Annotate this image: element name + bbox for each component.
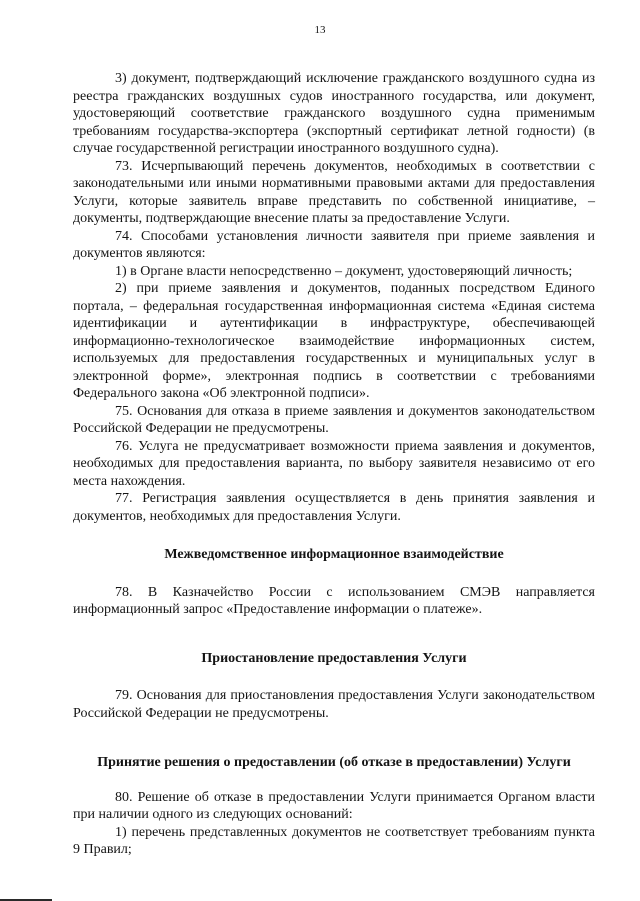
page-number: 13 bbox=[314, 24, 326, 36]
section-heading-interagency: Межведомственное информационное взаимодействие bbox=[164, 547, 504, 562]
section-heading-suspension: Приостановление предоставления Услуги bbox=[201, 650, 467, 666]
paragraph-73: 73. Исчерпывающий перечень документов, необходимых в соответствии с законодательными или иными нормативными правовыми актами для предоставления Услуги, которые заявитель вправе представить по собственной инициативе, – документы, подтверждающие внесение платы за предоставление Услуги. bbox=[73, 158, 595, 226]
paragraph-80-item-1: 1) перечень представленных документов не соответствует требованиям пункта 9 Правил; bbox=[73, 824, 595, 857]
paragraph-77: 77. Регистрация заявления осуществляется в день принятия заявления и документов, необходимых для предоставления Услуги. bbox=[73, 491, 595, 524]
page-content bbox=[73, 70, 595, 859]
paragraph-75: 75. Основания для отказа в приеме заявления и документов законодательством Российской Федерации не предусмотрены. bbox=[73, 403, 595, 436]
section-heading-decision: Принятие решения о предоставлении (об отказе в предоставлении) Услуги bbox=[97, 755, 571, 770]
paragraph-74-item-1: 1) в Органе власти непосредственно – документ, удостоверяющий личность; bbox=[115, 263, 573, 279]
paragraph-76: 76. Услуга не предусматривает возможности приема заявления и документов, необходимых для предоставления варианта, по выбору заявителя независимо от его места нахождения. bbox=[73, 438, 595, 489]
paragraph-78: 78. В Казначейство России с использованием СМЭВ направляется информационный запрос «Предоставление информации о платеже». bbox=[73, 584, 595, 617]
paragraph-79: 79. Основания для приостановления предоставления Услуги законодательством Российской Федерации не предусмотрены. bbox=[73, 688, 595, 721]
paragraph-74-item-2: 2) при приеме заявления и документов, поданных посредством Единого портала, – федеральная государственная информационная система «Единая система идентификации и аутентификации в инфраструктуре, обеспечивающей информационно-технологическое взаимодействие информационных систем, используемых для предоставления государственных и муниципальных услуг в электронной форме», электронная подпись в соответствии с требованиями Федерального закона «Об электронной подписи». bbox=[73, 281, 595, 401]
paragraph-80: 80. Решение об отказе в предоставлении Услуги принимается Органом власти при наличии одного из следующих оснований: bbox=[73, 789, 595, 822]
paragraph-74: 74. Способами установления личности заявителя при приеме заявления и документов являются: bbox=[73, 228, 595, 261]
paragraph-item-3: 3) документ, подтверждающий исключение гражданского воздушного судна из реестра гражданских воздушных судов иностранного государства, или документ, удостоверяющий соответствие гражданского воздушного судна применимым требованиям государства-экспортера (экспортный сертификат летной годности) (в случае государственной регистрации иностранного воздушного судна). bbox=[73, 71, 595, 156]
